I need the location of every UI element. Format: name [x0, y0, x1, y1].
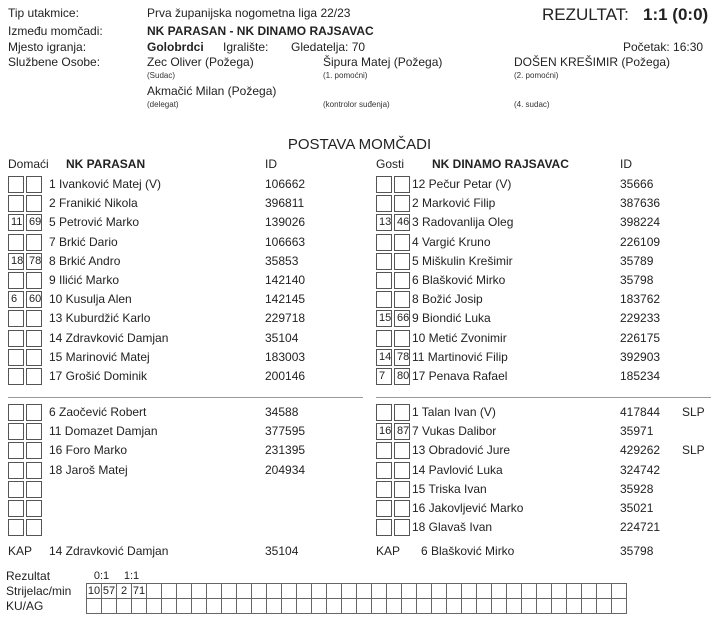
away-sub-minute-box [394, 291, 410, 308]
home-sub-in-box [8, 442, 24, 459]
score-table-cell [237, 569, 252, 584]
away-sub-in-box [376, 404, 392, 421]
match-type-label: Tip utakmice: [8, 6, 79, 20]
score-table-cell [402, 584, 417, 599]
score-table-cell [297, 569, 312, 584]
home-player-id: 377595 [265, 424, 306, 439]
home-player-name: 6 Zaočević Robert [49, 405, 147, 419]
score-table-cell [207, 569, 222, 584]
score-table-row-label: Rezultat [6, 568, 51, 583]
away-sub-minute-box [394, 519, 410, 536]
score-table-cell [237, 599, 252, 614]
away-player-id: 35666 [620, 177, 654, 191]
score-table-cell [417, 599, 432, 614]
away-player-name: 7 Vukas Dalibor [412, 424, 497, 439]
home-player-name: 18 Jaroš Matej [49, 462, 128, 477]
home-captain-label: KAP [8, 544, 33, 558]
venue-value: Golobrdci [147, 40, 204, 54]
home-player-id: 396811 [265, 196, 305, 211]
away-sub-minute-box [394, 272, 410, 289]
away-player-name: 17 Penava Rafael [412, 369, 508, 383]
score-table-cell [162, 569, 177, 584]
away-player-name: 4 Vargić Kruno [412, 234, 491, 249]
away-sub-in-box [376, 519, 392, 536]
score-table-cell [447, 569, 462, 584]
away-sub-in-box [376, 481, 392, 498]
between-teams: NK PARASAN - NK DINAMO RAJSAVAC [147, 24, 374, 38]
score-table-cell [267, 599, 282, 614]
away-player-note: SLP [682, 405, 705, 419]
home-player-name: 7 Brkić Dario [49, 234, 118, 249]
away-sub-minute-box [394, 442, 410, 459]
home-player-id: 142140 [265, 273, 306, 287]
delegate-role: (delegat) [147, 100, 179, 109]
score-table-cell [162, 599, 177, 614]
away-sub-in-box: 7 [376, 368, 392, 385]
score-table-cell [357, 569, 372, 584]
away-player-id: 392903 [620, 349, 661, 364]
score-table-cell [612, 569, 627, 584]
away-id-header: ID [620, 157, 632, 171]
away-sub-minute-box [394, 176, 410, 193]
home-player-name: 14 Zdravković Damjan [49, 330, 169, 345]
score-progression-table [6, 568, 627, 614]
home-team-name: NK PARASAN [66, 157, 146, 171]
away-sub-in-box [376, 234, 392, 251]
away-sub-in-box: 15 [376, 310, 392, 327]
ground-label: Igralište: [223, 40, 269, 54]
score-table-cell [582, 599, 597, 614]
score-table-cell: 10 [87, 584, 101, 597]
home-sub-in-box [8, 368, 24, 385]
home-captain-id: 35104 [265, 544, 299, 558]
score-table-row [6, 584, 627, 599]
away-captain-label: KAP [376, 544, 401, 558]
home-sub-in-box [8, 500, 24, 517]
score-table-cell [402, 599, 417, 614]
score-table-cell [567, 584, 582, 599]
score-table-cell [297, 599, 312, 614]
away-player-name: 9 Biondić Luka [412, 311, 491, 326]
away-player-name: 1 Talan Ivan (V) [412, 405, 496, 419]
score-table-cell [552, 599, 567, 614]
home-sub-in-box [8, 519, 24, 536]
score-table-cell [612, 599, 627, 614]
away-sub-in-box [376, 330, 392, 347]
away-player-id: 224721 [620, 520, 661, 535]
away-sub-in-box: 14 [376, 349, 392, 366]
home-player-id: 106663 [265, 234, 306, 249]
assistant1-name: Šipura Matej (Požega) [323, 55, 443, 69]
score-table-cell [147, 599, 162, 614]
assistant1-role: (1. pomoćni) [323, 71, 368, 80]
score-table-cell [477, 584, 492, 599]
score-table-cell [567, 599, 582, 614]
assistant2-role: (2. pomoćni) [514, 71, 559, 80]
away-player-name: 16 Jakovljević Marko [412, 501, 524, 515]
score-table-cell [87, 599, 102, 614]
score-table-cell [462, 569, 477, 584]
score-table-cell [192, 584, 207, 599]
score-table-cell [267, 584, 282, 599]
home-sub-in-box [8, 272, 24, 289]
match-type-value: Prva županijska nogometna liga 22/23 [147, 6, 351, 20]
away-team-name: NK DINAMO RAJSAVAC [432, 157, 569, 171]
away-player-id: 185234 [620, 369, 661, 383]
home-id-header: ID [265, 157, 277, 171]
score-table-cell [462, 584, 477, 599]
score-table-cell: 2 [117, 584, 132, 599]
result-value: 1:1 (0:0) [643, 5, 709, 24]
home-side-label: Domaći [8, 157, 49, 171]
score-table-cell [342, 584, 357, 599]
home-sub-in-box [8, 481, 24, 498]
away-player-name: 13 Obradović Jure [412, 443, 511, 458]
home-sub-in-box: 6 [8, 291, 24, 308]
away-sub-minute-box: 46 [394, 214, 410, 231]
away-sub-minute-box [394, 404, 410, 421]
score-table-row [6, 569, 627, 584]
home-captain-name: 14 Zdravković Damjan [49, 544, 169, 558]
home-sub-minute-box [26, 234, 42, 251]
away-player-name: 10 Metić Zvonimir [412, 330, 507, 345]
away-player-id: 429262 [620, 443, 661, 458]
score-table-cell [462, 599, 477, 614]
score-table-cell [222, 569, 237, 584]
score-table-cell [132, 599, 147, 614]
away-player-name: 8 Božić Josip [412, 292, 483, 307]
score-table-cell [342, 599, 357, 614]
score-table-row-label: KU/AG [6, 598, 44, 613]
score-table-cell [387, 599, 402, 614]
home-sub-in-box: 18 [8, 253, 24, 270]
score-table-cell [357, 599, 372, 614]
home-player-id: 34588 [265, 405, 299, 419]
officials-label: Službene Osobe: [8, 55, 101, 69]
away-side-label: Gosti [376, 157, 405, 171]
score-table-cell [147, 584, 162, 599]
away-divider [376, 397, 711, 398]
score-table-cell [477, 569, 492, 584]
score-table-cell [417, 584, 432, 599]
score-table-cell [432, 584, 447, 599]
referee-name: Zec Oliver (Požega) [147, 55, 254, 69]
home-player-id: 183003 [265, 349, 306, 364]
away-sub-in-box: 16 [376, 423, 392, 440]
home-player-name: 8 Brkić Andro [49, 253, 121, 268]
away-sub-minute-box: 66 [394, 310, 410, 327]
score-table-cell [192, 569, 207, 584]
score-table-cell [522, 599, 537, 614]
score-table-cell [372, 569, 387, 584]
away-player-name: 5 Miškulin Krešimir [412, 253, 513, 268]
score-table-cell [192, 599, 207, 614]
away-sub-in-box [376, 291, 392, 308]
score-table-cell [522, 584, 537, 599]
away-sub-in-box [376, 195, 392, 212]
score-table-cell [552, 569, 567, 584]
away-sub-minute-box: 87 [394, 423, 410, 440]
home-player-name: 10 Kusulja Alen [49, 292, 132, 307]
home-player-name: 2 Franikić Nikola [49, 196, 138, 211]
away-player-id: 35021 [620, 501, 654, 515]
score-table-cell [597, 599, 612, 614]
home-player-id: 106662 [265, 177, 306, 191]
score-table-cell [177, 584, 192, 599]
away-sub-in-box [376, 253, 392, 270]
score-table-cell [582, 584, 597, 599]
home-sub-minute-box [26, 310, 42, 327]
score-table-cell [357, 584, 372, 599]
home-sub-minute-box [26, 423, 42, 440]
home-player-name: 16 Foro Marko [49, 443, 128, 458]
score-table-cell [522, 569, 537, 584]
home-sub-minute-box [26, 462, 42, 479]
away-sub-minute-box [394, 462, 410, 479]
home-player-id: 204934 [265, 462, 306, 477]
away-player-id: 35789 [620, 253, 654, 268]
away-sub-minute-box [394, 195, 410, 212]
away-player-id: 324742 [620, 462, 661, 477]
control-role: (kontrolor suđenja) [323, 100, 390, 109]
away-player-id: 183762 [620, 292, 661, 307]
home-sub-minute-box [26, 195, 42, 212]
home-divider [8, 397, 363, 398]
home-sub-minute-box [26, 176, 42, 193]
score-table-row-label: Strijelac/min [6, 583, 72, 598]
home-player-name: 5 Petrović Marko [49, 215, 140, 230]
away-player-name: 3 Radovanlija Oleg [412, 215, 514, 230]
home-player-id: 35853 [265, 253, 299, 268]
score-table-cell [447, 584, 462, 599]
away-sub-minute-box: 78 [394, 349, 410, 366]
score-table-cell [597, 569, 612, 584]
score-table-cell [387, 569, 402, 584]
away-sub-minute-box [394, 330, 410, 347]
score-table-cell [222, 599, 237, 614]
delegate-name: Akmačić Milan (Požega) [147, 84, 277, 98]
score-table-cell: 1:1 [117, 569, 147, 584]
score-table-cell: 0:1 [87, 569, 117, 584]
away-sub-in-box [376, 176, 392, 193]
away-sub-in-box [376, 272, 392, 289]
away-player-id: 417844 [620, 405, 661, 419]
home-sub-minute-box [26, 272, 42, 289]
home-sub-in-box [8, 176, 24, 193]
home-player-name: 17 Grošić Dominik [49, 369, 148, 383]
fourth-official-role: (4. sudac) [514, 100, 550, 109]
home-sub-in-box [8, 462, 24, 479]
between-label: Između momčadi: [8, 24, 103, 38]
score-table-cell: 57 [102, 584, 116, 597]
away-player-id: 229233 [620, 311, 661, 326]
score-table-cell [252, 599, 267, 614]
score-table-cell [537, 569, 552, 584]
score-table-cell [282, 569, 297, 584]
score-table-cell [507, 584, 522, 599]
home-sub-minute-box [26, 442, 42, 459]
away-player-id: 35971 [620, 424, 654, 439]
score-table-cell [252, 584, 267, 599]
away-player-id: 226109 [620, 234, 661, 249]
away-player-note: SLP [682, 443, 705, 458]
score-table-cell [327, 584, 342, 599]
away-captain-name: 6 Blašković Mirko [421, 544, 515, 558]
score-table-cell [477, 599, 492, 614]
score-table-cell [267, 569, 282, 584]
away-player-name: 2 Marković Filip [412, 196, 496, 211]
score-table-cell [327, 599, 342, 614]
home-sub-in-box [8, 423, 24, 440]
home-player-id: 231395 [265, 443, 306, 458]
spectators: Gledatelja: 70 [291, 40, 366, 54]
home-player-name: 13 Kuburdžić Karlo [49, 311, 151, 326]
score-table-cell [492, 584, 507, 599]
score-table-cell [372, 584, 387, 599]
away-sub-minute-box [394, 481, 410, 498]
score-table-cell [162, 584, 177, 599]
home-player-name: 11 Domazet Damjan [49, 424, 158, 439]
score-table-cell [147, 569, 162, 584]
score-table-cell [177, 569, 192, 584]
home-sub-in-box [8, 349, 24, 366]
score-table-cell [252, 569, 267, 584]
away-sub-minute-box: 80 [394, 368, 410, 385]
home-sub-in-box [8, 330, 24, 347]
score-table-row [6, 599, 627, 614]
score-table-cell [402, 569, 417, 584]
away-player-name: 6 Blašković Mirko [412, 273, 506, 287]
score-table-cell [222, 584, 237, 599]
home-sub-in-box: 11 [8, 214, 24, 231]
away-player-name: 15 Triska Ivan [412, 481, 487, 496]
score-table-cell [297, 584, 312, 599]
home-player-name: 15 Marinović Matej [49, 349, 150, 364]
home-sub-minute-box: 78 [26, 253, 42, 270]
lineup-title: POSTAVA MOMČADI [287, 136, 432, 153]
home-player-id: 229718 [265, 311, 306, 326]
score-table-cell [492, 599, 507, 614]
score-table-cell [537, 599, 552, 614]
score-table-cell [552, 584, 567, 599]
home-sub-in-box [8, 195, 24, 212]
away-sub-in-box [376, 442, 392, 459]
score-table-cell [282, 599, 297, 614]
home-sub-minute-box [26, 500, 42, 517]
home-player-id: 139026 [265, 215, 306, 230]
result-label: REZULTAT: [542, 5, 629, 24]
home-sub-minute-box [26, 404, 42, 421]
home-sub-minute-box [26, 368, 42, 385]
away-player-id: 35928 [620, 481, 654, 496]
away-sub-in-box [376, 462, 392, 479]
home-sub-minute-box: 69 [26, 214, 42, 231]
home-player-name: 9 Ilićić Marko [49, 273, 120, 287]
score-table-cell [312, 569, 327, 584]
home-player-id: 200146 [265, 369, 306, 383]
away-sub-minute-box [394, 253, 410, 270]
score-table-cell [282, 584, 297, 599]
start-time: Početak: 16:30 [623, 40, 704, 54]
score-table-cell [492, 569, 507, 584]
home-sub-in-box [8, 310, 24, 327]
score-table-cell [612, 584, 627, 599]
away-captain-id: 35798 [620, 544, 654, 558]
away-player-id: 35798 [620, 273, 654, 287]
score-table-cell [387, 584, 402, 599]
score-table-cell [327, 569, 342, 584]
venue-label: Mjesto igranja: [8, 40, 87, 54]
away-sub-in-box [376, 500, 392, 517]
home-sub-minute-box [26, 330, 42, 347]
score-table-cell [207, 599, 222, 614]
score-table-cell [597, 584, 612, 599]
score-table-cell [417, 569, 432, 584]
score-table-cell [117, 599, 132, 614]
away-player-id: 226175 [620, 330, 661, 345]
score-table-cell [507, 569, 522, 584]
score-table-cell [432, 569, 447, 584]
score-table-cell: 71 [132, 584, 146, 597]
score-table-cell [177, 599, 192, 614]
score-table-cell [582, 569, 597, 584]
home-player-id: 142145 [265, 292, 306, 307]
score-table-cell [447, 599, 462, 614]
score-table-cell [312, 599, 327, 614]
score-table-cell [237, 584, 252, 599]
score-table-cell [432, 599, 447, 614]
score-table-cell [507, 599, 522, 614]
home-sub-minute-box: 60 [26, 291, 42, 308]
score-table-cell [102, 599, 117, 614]
score-table-cell [342, 569, 357, 584]
away-player-id: 387636 [620, 196, 661, 211]
home-sub-minute-box [26, 519, 42, 536]
home-sub-minute-box [26, 481, 42, 498]
home-player-name: 1 Ivanković Matej (V) [49, 177, 162, 191]
away-player-id: 398224 [620, 215, 661, 230]
score-table-cell [537, 584, 552, 599]
away-player-name: 18 Glavaš Ivan [412, 520, 493, 535]
away-player-name: 14 Pavlović Luka [412, 462, 503, 477]
home-sub-in-box [8, 234, 24, 251]
away-sub-in-box: 13 [376, 214, 392, 231]
score-table-cell [207, 584, 222, 599]
away-sub-minute-box [394, 500, 410, 517]
assistant2-name: DOŠEN KREŠIMIR (Požega) [514, 55, 671, 69]
home-player-id: 35104 [265, 330, 299, 345]
away-sub-minute-box [394, 234, 410, 251]
referee-role: (Sudac) [147, 71, 176, 80]
score-table-cell [372, 599, 387, 614]
home-sub-in-box [8, 404, 24, 421]
home-sub-minute-box [26, 349, 42, 366]
score-table-cell [312, 584, 327, 599]
score-table-cell [567, 569, 582, 584]
away-player-name: 12 Pečur Petar (V) [412, 177, 512, 191]
away-player-name: 11 Martinović Filip [412, 349, 508, 364]
